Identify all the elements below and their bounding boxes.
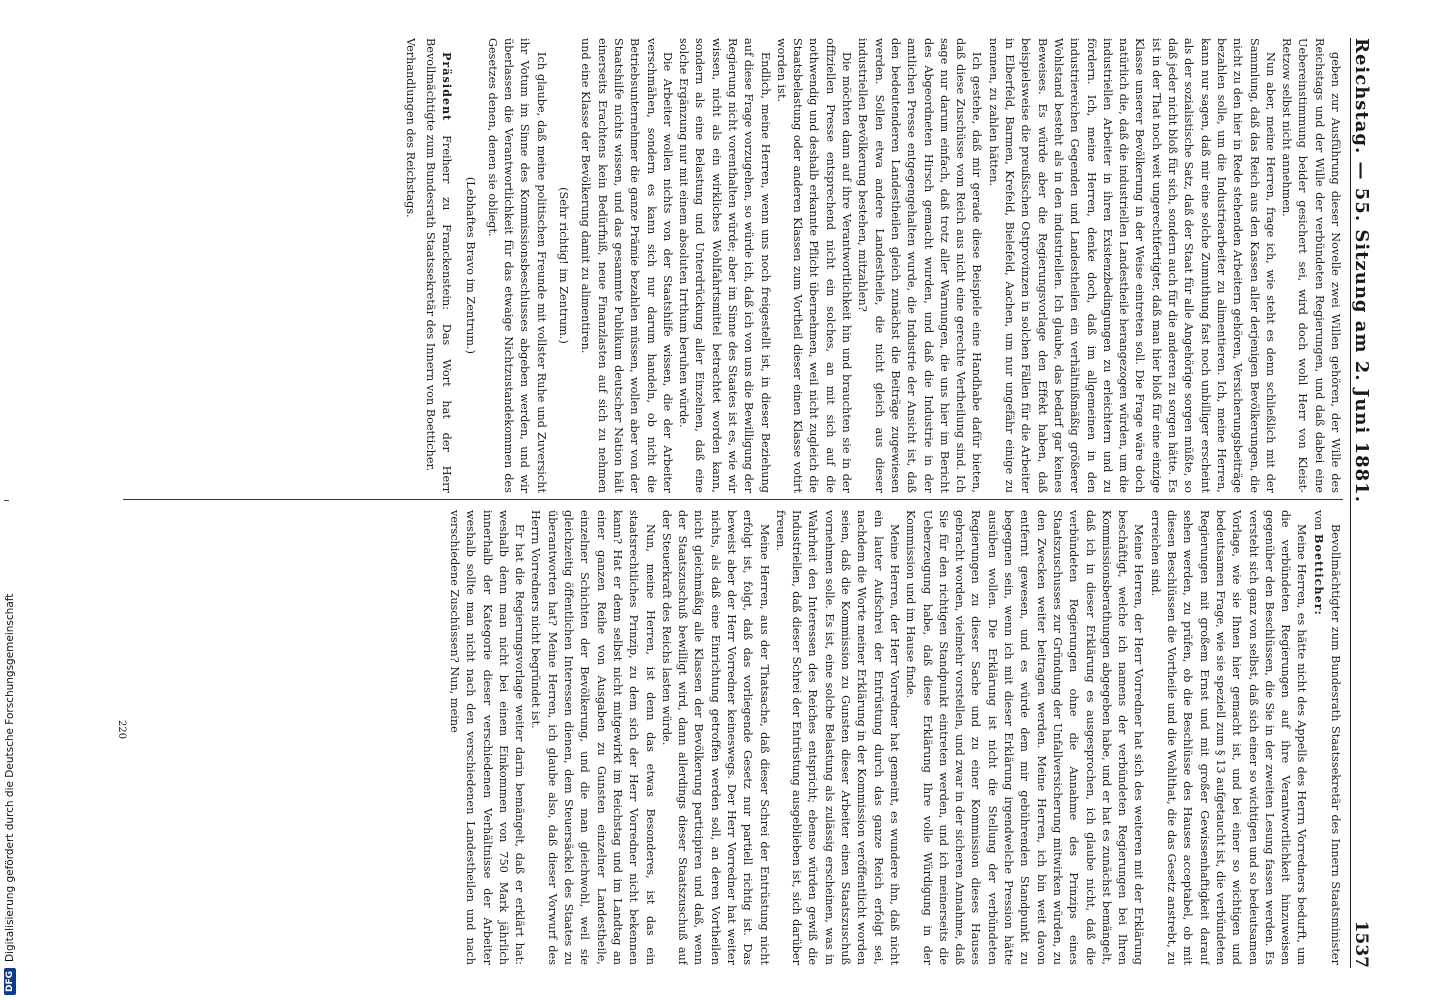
paragraph: Die Arbeiter wollen nichts von der Staatshilfe wissen, die der Arbeiter verschmähen, sondern es kann sich nur darum handeln, ob nicht die Betriebsunternehmer die ganze Prämie bezahlen müssen, wollen aber von der Staatshilfe nichts wissen, und das gesammte Publikum deutscher Nation hält einerseits Erachtens kein Bedürfniß, neue Finanzlasten auf sich zu nehmen und eine Klasse der Bevölkerung damit zu alimentiren. xyxy=(579,38,674,493)
header-title: Reichstag. — 55. Sitzung am 2. Juni 1881. xyxy=(1351,38,1372,503)
speaker-name: Boetticher: xyxy=(1311,534,1326,616)
dfg-logo-icon: DFG xyxy=(4,968,16,995)
speaker-text: Freiherr zu Franckenstein: Das Wort hat der Herr Bevollmächtigte zum Bundesrath Staatssekretär des Innern von Boetticher. xyxy=(423,38,454,493)
paragraph: Ich gestehe, daß mir gerade diese Beispiele eine Handhabe dafür bieten, daß diese Zuschüsse vom Reich aus nicht eine gerechte Vertheilung sind. Ich sage nur darum einfach, daß trotz aller Warnungen, die uns hier im Bericht des Abgeordneten Hirsch gemacht wurden, und daß die Industrie in der amtlichen Presse entgegengehalten wurde, die Industrie der Ansicht ist, daß den bedeutenderen Landestheilen gleich zunächst die Beiträge zugewiesen werden. Sollen etwa andere Landestheile, die nicht gleich aus dieser industriellen Bevölkerung bestehen, mitzahlen? xyxy=(856,38,984,493)
paragraph: Endlich, meine Herren, wenn uns noch freigestellt ist, in dieser Beziehung auf diese Frage vorzugehen, so würde ich, daß ich von uns die Bewilligung der Regierung nicht vorenthalten würde; aber im Sinne des Staates ist es, wie wir wissen, nicht als ein wirkliches Wohlfahrtsmittel betrachtet worden kann, sondern als eine Belastung und Unterdrückung aller Einzelnen, daß eine solche Ergänzung nur mit einem absoluten Irrthum beruhen würde. xyxy=(677,38,772,493)
credit-strip xyxy=(2,5,18,995)
paragraph: Meine Herren, der Herr Vorredner hat sich des weiteren mit der Erklärung beschäftigt, welche ich namens der verbündeten Regierungen bei Ihren Kommissionsberathungen abgegeben habe, und er hat es zunächst bemängelt, daß ich in dieser Erklärung es ausgesprochen, ich glaube nicht, daß die verbündeten Regierungen ohne die Annahme des Prinzips eines Staatszuschusses zur Gründung der Unfallversicherung mitwirken würden, zu den Zwecken weiter beitragen werden. Meine Herren, ich bin weit davon entfernt gewesen, und es würde dem mir gebührenden Standpunkt zu begegnen sein, wenn ich mit dieser Erklärung irgendwelche Pression hätte ausüben wollen. Die Erklärung ist nicht die Stellung der verbündeten Regierungen zu dieser Sache und zu einer Kommission dieses Hauses gebracht worden, vielmehr vorstellen, und zwar in der sicheren Annahme, daß Sie für den richtigen Standpunkt eintreten werden, und ich meinerseits die Ueberzeugung habe, daß diese Erklärung Ihre volle Würdigung in der Kommission und im Hause finde. xyxy=(904,510,1146,965)
left-column xyxy=(103,38,1343,493)
applause-note: (Sehr richtig! im Zentrum.) xyxy=(557,187,571,344)
applause-note: (Lebhaftes Bravo im Zentrum.) xyxy=(463,176,477,355)
paragraph: Ich glaube, daß meine politischen Freunde mit vollster Ruhe und Zuversicht ihr Votum im Sinne des Kommissionsbeschlusses abgeben werden, und wir überlassen die Verantwortlichkeit für das etwaige Nichtzustandekommen des Gesetzes denen, denen sie obliegt. xyxy=(485,38,548,493)
speaker-name: Präsident xyxy=(440,52,455,122)
running-header xyxy=(1350,38,1385,968)
paragraph: Meine Herren, aus der Thatsache, daß dieser Schrei der Entrüstung nicht erfolgt ist, folgt, daß das vorliegende Gesetz nur partiell richtig ist. Das beweist aber der Herr Vorredner keineswegs. Der Herr Vorredner hat weiter nichts, als daß eine Einrichtung getroffen werden soll, an deren Vortheilen nicht gleichmäßig alle Klassen der Bevölkerung participiren und daß, wenn der Staatszuschuß bewilligt wird, dann allerdings dieser Staatszuschuß auf der Steuerkraft des Reichs lasten würde. xyxy=(659,510,771,965)
paragraph: Nun aber, meine Herren, frage ich, wie steht es denn schließlich mit der Sammlung, daß das Reich aus den Kassen aller derjenigen Bevölkerungen, die nicht zu den hier in Rede stehenden Arbeitern gehören, Versicherungsbeiträge bezahlen solle, um die Industriearbeiter zu alimentieren. Ich, meine Herren, kann nur sagen, daß mir eine solche Zumuthung fast noch unbilliger erscheint als der sozialistische Satz, daß der Staat für alle Angehörige sorgen müßte, so daß jeder nicht bloß für sich, sondern auch für die anderen zu sorgen hätte. Es ist in der That noch weit ungerechtfertigter, daß man hier bloß für eine einzige Klasse unserer Bevölkerung in der Weise eintreten soll. Die Frage wäre doch natürlich die, daß die industriellen Landestheile herangezogen würden, um die industriellen Arbeiter in ihren Existenzbedingungen zu erleichtern und zu fördern. Ich, meine Herren, denke doch, daß im allgemeinen in den industriereichen Gegenden und Landestheilen ein verhältnißmäßig größerer Wohlstand besteht als in den industriellen. Ich glaube, das bedarf gar keines Beweises. Es würde aber die Regierungsvorlage den Effekt haben, daß beispielsweise die preußischen Ostprovinzen in solchen Fällen für die Arbeiter in Elberfeld, Barmen, Krefeld, Bielefeld, Aachen, um nur ungefähr einige zu nennen, zu zahlen hätten. xyxy=(986,38,1277,493)
page-number: 1537 xyxy=(1351,920,1371,968)
paragraph: Nun, meine Herren, ist denn das etwas Besonderes, ist das ein staatsrechtliches Prinzip, zu dem sich der Herr Vorredner nicht bekennen kann? Hat er denn selbst nicht mitgewirkt im Reichstag und im Landtag an einer ganzen Reihe von Ausgaben zu Gunsten einzelner Landestheile, einzelner Schichten der Bevölkerung, und die man gleichwohl, weil sie gleichzeitig öffentlichen Interessen dienen, dem Steuersäckel des Staates zu überantworten hat? Meine Herren, ich glaube also, daß dieser Vorwurf des Herrn Vorredners nicht begründet ist. xyxy=(529,510,657,965)
column-rule xyxy=(123,499,1343,500)
paragraph: geben zur Ausführung dieser Novelle zwei Willen gehören, der Wille des Reichstags und der Wille der verbündeten Regierungen, und daß dabei eine Uebereinstimmung beider gesichert sei, wird doch wohl Herr von Kleist-Retzow selbst nicht annehmen. xyxy=(1280,38,1342,493)
sheet-number: 220 xyxy=(116,720,127,740)
rotated-page-content xyxy=(105,0,1405,1000)
footer-line: Verhandlungen des Reichstags. xyxy=(403,38,417,218)
right-column xyxy=(103,510,1343,965)
speaker-intro xyxy=(1309,510,1343,965)
president-remark xyxy=(422,38,456,493)
credit-text: Digitalisierung gefördert durch die Deutsche Forschungsgemeinschaft xyxy=(4,593,16,962)
paragraph: Meine Herren, es hätte nicht des Appells des Herrn Vorredners bedurft, um die verbündeten Regierungen auf ihre Verantwortlichkeit hinzuweisen gegenüber den Beschlüssen, die Sie in der zweiten Lesung fassen werden. Es versteht sich ganz von selbst, daß sich einer so wichtigen und so bedeutsamen Vorlage, wie sie Ihnen hier gemacht ist, und bei einer so wichtigen und bedeutsamen Frage, wie sie speziell zum § 13 aufgetaucht ist, die verbündeten Regierungen mit großem Ernst und mit großer Gewissenhaftigkeit darauf sehen werden, zu prüfen, ob die Beschlüsse des Hauses acceptabel, ob mit diesen Beschlüssen die Vortheile und die Wohlthat, die das Gesetz anstrebt, zu erreichen sind. xyxy=(1148,510,1309,965)
paragraph: Die möchten dann auf ihre Verantwortlichkeit hin und brauchten sie in der offiziellen Presse entsprechend nicht ein solches, an mit sich auf die nothwendig und deshalb erkannte Pflicht übernehmen, weil nicht zugleich die Staatsbelastung oder anderen Klassen zum Vortheil dieser einen Klasse votirt worden ist. xyxy=(774,38,854,493)
paragraph: Meine Herren, der Herr Vorredner hat gemeint, es wundere ihn, daß nicht ein lauter Aufschrei der Entrüstung durch das ganze Reich erfolgt sei, nachdem die Worte meiner Erklärung in der Kommission veröffentlicht worden seien, daß die Kommission zu Gunsten dieser Arbeiter einen Staatszuschuß vornehmen solle. Es ist, eine solche Belastung als zulässig erscheinen, was in Wahrheit den Interessen des Reiches entspricht; ebenso würden gewiß die Industriellen, daß dieser Schrei der Entrüstung ausgeblieben ist, sich darüber freuen. xyxy=(773,510,901,965)
speaker-title: Bevollmächtigter zum Bundesrath Staatssekretär des Innern Staatsminister von xyxy=(1311,510,1342,965)
paragraph: Er hat die Regierungsvorlage weiter darin bemängelt, daß er erklärt hat: weshalb denn man nicht bei einem Einkommen von 750 Mark jährlich innerhalb der Kategorie dieser verschiedenen Verhältnisse der Arbeiter weshalb sollte man nicht nach den verschiedenen Landestheilen und nach verschiedene Zuschüssen? Nun, meine xyxy=(447,510,527,965)
